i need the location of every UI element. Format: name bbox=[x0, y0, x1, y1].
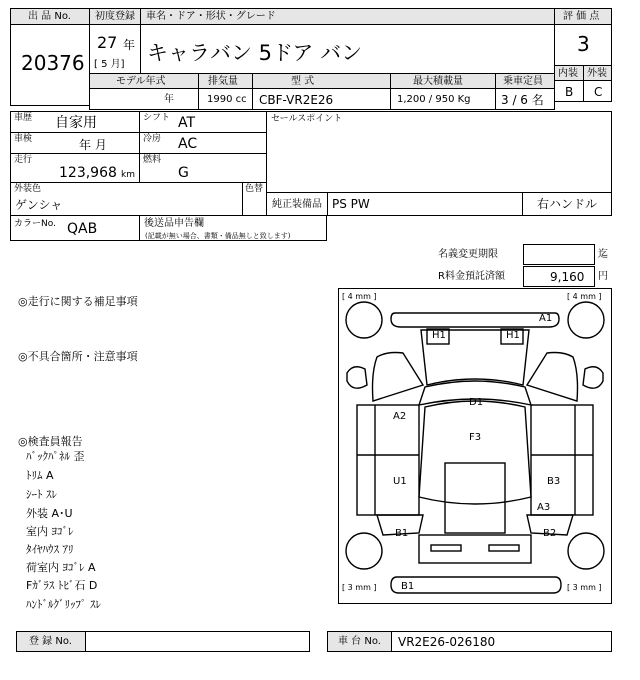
max-load-label-cell bbox=[390, 73, 496, 89]
sales-point-cell bbox=[266, 111, 612, 193]
history: 自家用 bbox=[55, 115, 97, 131]
interior-label: 内装 bbox=[558, 68, 578, 79]
running-notes-label: ◎走行に関する補足事項 bbox=[18, 295, 138, 308]
reg-no-label-cell bbox=[16, 631, 86, 652]
steering: 右ハンドル bbox=[537, 197, 598, 211]
model-year-label-cell bbox=[89, 73, 199, 89]
damage-mark: H1 bbox=[432, 330, 446, 341]
max-load: 1,200 / 950 Kg bbox=[397, 94, 471, 105]
exterior-color: ゲンシャ bbox=[15, 198, 63, 212]
inspection-label: 車検 bbox=[14, 134, 33, 144]
tire-depth-rear-right: [ 3 mm ] bbox=[567, 583, 602, 592]
inspector-report-label: ◎検査員報告 bbox=[18, 435, 83, 448]
name-change-cell bbox=[523, 244, 595, 265]
first-reg-cell bbox=[89, 24, 141, 74]
docs-label: 後送品申告欄 bbox=[144, 218, 204, 229]
capacity-label: 乗車定員 bbox=[503, 76, 543, 87]
inspector-item: ﾊﾞｯｸﾊﾟﾈﾙ 歪 bbox=[26, 450, 85, 463]
inspector-item: Fｶﾞﾗｽ ﾄﾋﾞ石 D bbox=[26, 579, 98, 592]
equipment-label: 純正装備品 bbox=[272, 199, 322, 210]
inspector-item: ﾄﾘﾑ A bbox=[26, 469, 54, 482]
exterior-score-cell bbox=[583, 80, 612, 102]
vehicle-outline bbox=[339, 289, 611, 603]
steering-cell bbox=[522, 192, 612, 216]
exterior-label-cell bbox=[583, 65, 612, 81]
ac-cell bbox=[139, 132, 267, 154]
name-change-unit: 迄 bbox=[598, 249, 608, 260]
displacement-label-cell bbox=[198, 73, 253, 89]
damage-mark: A1 bbox=[539, 313, 553, 324]
name-change-label: 名義変更期限 bbox=[438, 249, 498, 260]
tire-depth-front-right: [ 4 mm ] bbox=[567, 292, 602, 301]
defects-label: ◎不具合箇所・注意事項 bbox=[18, 350, 138, 363]
reg-year-unit: 年 bbox=[123, 38, 136, 52]
capacity-cell bbox=[495, 88, 555, 110]
lot-no-label-cell bbox=[10, 8, 90, 25]
lot-no: 20376 bbox=[21, 51, 85, 75]
recycle-label: R料金預託済額 bbox=[438, 271, 505, 282]
sales-point-label: セールスポイント bbox=[271, 114, 343, 124]
car-name: キャラバン 5ドア バン bbox=[147, 41, 363, 65]
inspector-item: 室内 ﾖｺﾞﾚ bbox=[26, 525, 74, 538]
tire-rl-icon bbox=[346, 533, 382, 569]
color-no-cell bbox=[10, 215, 140, 241]
recycle-cell bbox=[523, 266, 595, 287]
color-no: QAB bbox=[67, 221, 98, 237]
inspector-item: ﾊﾝﾄﾞﾙｸﾞﾘｯﾌﾟ ｽﾚ bbox=[26, 598, 101, 611]
reg-month: [ 5 月] bbox=[94, 59, 125, 70]
vehicle-diagram bbox=[338, 288, 612, 604]
score-label: 評 価 点 bbox=[563, 11, 600, 22]
interior-score: B bbox=[565, 85, 574, 99]
damage-mark: D1 bbox=[469, 397, 484, 408]
recycle-amount: 9,160 bbox=[550, 270, 585, 284]
reg-no-label: 登 録 No. bbox=[29, 636, 72, 647]
capacity: 3 / 6 名 bbox=[501, 93, 544, 107]
tire-fr-icon bbox=[568, 302, 604, 338]
car-name-label: 車名・ドア・形状・グレード bbox=[146, 11, 276, 22]
shift: AT bbox=[178, 115, 196, 131]
model-year-unit: 年 bbox=[164, 94, 174, 105]
score: 3 bbox=[577, 32, 590, 56]
ac-label: 冷房 bbox=[143, 134, 162, 144]
damage-mark: F3 bbox=[469, 432, 482, 443]
score-label-cell bbox=[554, 8, 612, 25]
inspector-item: 外装 A･U bbox=[26, 507, 73, 520]
chassis-no: VR2E26-026180 bbox=[398, 635, 496, 649]
type-label: 型 式 bbox=[291, 76, 315, 87]
equipment-label-cell bbox=[266, 192, 328, 216]
tire-rr-icon bbox=[568, 533, 604, 569]
type-label-cell bbox=[252, 73, 391, 89]
inspector-item: ｼｰﾄ ｽﾚ bbox=[26, 488, 57, 501]
model-year-label: モデル年式 bbox=[116, 76, 166, 87]
max-load-cell bbox=[390, 88, 496, 110]
exterior-color-cell bbox=[10, 182, 243, 216]
score-cell bbox=[554, 24, 612, 66]
model-year-cell bbox=[89, 88, 199, 110]
chassis-no-cell bbox=[391, 631, 612, 652]
color-change-label: 色替 bbox=[245, 184, 264, 194]
shift-label: シフト bbox=[143, 113, 171, 123]
lot-no-cell bbox=[10, 24, 90, 106]
chassis-no-label: 車 台 No. bbox=[338, 636, 381, 647]
damage-mark: B2 bbox=[543, 528, 557, 539]
fuel-cell bbox=[139, 153, 267, 183]
displacement-cell bbox=[198, 88, 253, 110]
mileage-unit: km bbox=[121, 170, 135, 180]
displacement-label: 排気量 bbox=[208, 76, 238, 87]
reg-year: 27 bbox=[97, 33, 118, 52]
exterior-label: 外装 bbox=[587, 68, 607, 79]
ac: AC bbox=[178, 136, 198, 152]
damage-mark: A2 bbox=[393, 411, 407, 422]
inspection-cell bbox=[10, 132, 140, 154]
mileage-cell bbox=[10, 153, 140, 183]
damage-mark: U1 bbox=[393, 476, 407, 487]
docs-note: (記載が無い場合、書類・備品無しと致します) bbox=[145, 232, 291, 240]
interior-score-cell bbox=[554, 80, 584, 102]
tire-depth-rear-left: [ 3 mm ] bbox=[342, 583, 377, 592]
damage-mark: A3 bbox=[537, 502, 551, 513]
history-label: 車歴 bbox=[14, 113, 33, 123]
docs-cell bbox=[139, 215, 327, 241]
recycle-unit: 円 bbox=[598, 271, 608, 282]
first-reg-label: 初度登録 bbox=[95, 11, 135, 22]
inspection: 年 月 bbox=[79, 138, 107, 152]
exterior-color-label: 外装色 bbox=[14, 184, 42, 194]
equipment-cell bbox=[327, 192, 523, 216]
shift-cell bbox=[139, 111, 267, 133]
lot-no-label: 出 品 No. bbox=[28, 11, 71, 22]
chassis-no-label-cell bbox=[327, 631, 392, 652]
car-name-label-cell bbox=[140, 8, 555, 25]
displacement: 1990 cc bbox=[207, 94, 247, 105]
type: CBF-VR2E26 bbox=[259, 93, 334, 107]
damage-mark: B1 bbox=[401, 581, 415, 592]
max-load-label: 最大積載量 bbox=[413, 76, 463, 87]
history-cell bbox=[10, 111, 140, 133]
equipment: PS PW bbox=[332, 197, 370, 211]
capacity-label-cell bbox=[495, 73, 555, 89]
fuel: G bbox=[178, 165, 189, 181]
car-name-cell bbox=[140, 24, 555, 74]
tire-depth-front-left: [ 4 mm ] bbox=[342, 292, 377, 301]
damage-mark: B1 bbox=[395, 528, 409, 539]
type-cell bbox=[252, 88, 391, 110]
damage-mark: H1 bbox=[506, 330, 520, 341]
color-change-cell bbox=[242, 182, 267, 216]
inspector-item: ﾀｲﾔﾊｳｽ ｱﾘ bbox=[26, 543, 74, 556]
mileage-label: 走行 bbox=[14, 155, 33, 165]
inspector-item: 荷室内 ﾖｺﾞﾚ A bbox=[26, 561, 96, 574]
tire-fl-icon bbox=[346, 302, 382, 338]
fuel-label: 燃料 bbox=[143, 155, 162, 165]
exterior-score: C bbox=[594, 85, 603, 99]
interior-label-cell bbox=[554, 65, 584, 81]
first-reg-label-cell bbox=[89, 8, 141, 25]
reg-no-cell bbox=[85, 631, 310, 652]
color-no-label: カラーNo. bbox=[14, 219, 56, 229]
mileage: 123,968 bbox=[59, 165, 117, 181]
damage-mark: B3 bbox=[547, 476, 561, 487]
